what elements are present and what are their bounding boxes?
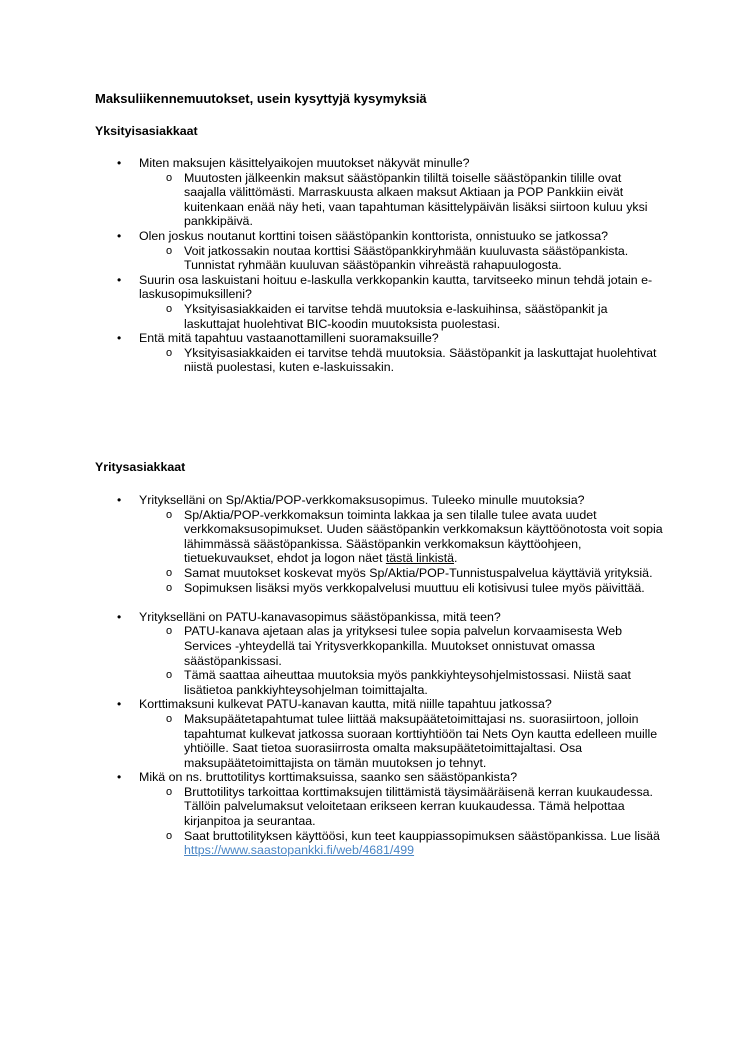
faq-answer: o Sp/Aktia/POP-verkkomaksun toiminta lakkaa ja sen tilalle tulee avata uudet verkkomaksusopimukset. Uuden säästöpankin verkkomaksun käyttöönotosta voit sopia lähimmässä säästöpankissa. Säästöpankin verkkomaksun käyttöohjeen, tietuekuvaukset, ehdot ja logon näet tästä linkistä.: [139, 508, 665, 566]
faq-question: • Suurin osa laskuistani hoituu e-laskulla verkkopankin kautta, tarvitseeko minun tehdä jotain e-laskusopimuksilleni? o Yksityisasiakkaiden ei tarvitse tehdä muutoksia e-laskuihinsa, säästöpankit ja laskuttajat huolehtivat BIC-koodin muutoksista puolestasi.: [95, 273, 665, 331]
faq-answer: o Saat bruttotilityksen käyttöösi, kun teet kauppiassopimuksen säästöpankissa. Lue lisää https://www.saastopankki.fi/web/4681/499: [139, 829, 665, 858]
faq-answer: o Voit jatkossakin noutaa korttisi Säästöpankkiryhmään kuuluvasta säästöpankista. Tunnistat ryhmään kuuluvan säästöpankin vihreästä rahapuulogosta.: [139, 244, 665, 273]
faq-answer: o Bruttotilitys tarkoittaa korttimaksujen tilittämistä täysimääräisenä kerran kuukaudessa. Tällöin palvelumaksut veloitetaan erikseen kerran kuukaudessa. Tämä helpottaa kirjanpitoa ja seurantaa.: [139, 785, 665, 829]
faq-question: • Yritykselläni on PATU-kanavasopimus säästöpankissa, mitä teen? o PATU-kanava ajetaan alas ja yrityksesi tulee sopia palvelun korvaamisesta Web Services -yhteydellä tai Yritysverkkopankilla. Muutokset onnistuvat omassa säästöpankissasi. o Tämä saattaa aiheuttaa muutoksia myös pankkiyhteysohjelmistossasi. Niistä saat lisätietoa pankkiyhteysohjelman toimittajalta.: [95, 610, 665, 698]
link-saastopankki-url[interactable]: https://www.saastopankki.fi/web/4681/499: [184, 843, 415, 858]
faq-question: • Korttimaksuni kulkevat PATU-kanavan kautta, mitä niille tapahtuu jatkossa? o Maksupäätetapahtumat tulee liittää maksupäätetoimittajasi ns. suorasiirtoon, jolloin tapahtumat kulkevat jatkossa suoraan korttiyhtiöön tai Nets Oyn kautta edelleen muille yhtiöille. Saat tietoa suorasiirrosta omalta maksupäätetoimittajaltasi. Osa maksupäätetoimittajista on tämän muutoksen jo tehnyt.: [95, 697, 665, 770]
faq-question: • Entä mitä tapahtuu vastaanottamilleni suoramaksuille? o Yksityisasiakkaiden ei tarvitse tehdä muutoksia. Säästöpankit ja laskuttajat huolehtivat niistä puolestasi, kuten e-laskuissakin.: [95, 331, 665, 375]
faq-answer: o PATU-kanava ajetaan alas ja yrityksesi tulee sopia palvelun korvaamisesta Web Services -yhteydellä tai Yritysverkkopankilla. Muutokset onnistuvat omassa säästöpankissasi.: [139, 624, 665, 668]
faq-question: • Mikä on ns. bruttotilitys korttimaksuissa, saanko sen säästöpankista? o Bruttotilitys tarkoittaa korttimaksujen tilittämistä täysimääräisenä kerran kuukaudessa. Tällöin palvelumaksut veloitetaan erikseen kerran kuukaudessa. Tämä helpottaa kirjanpitoa ja seurantaa. o Saat bruttotilityksen käyttöösi, kun teet kauppiassopimuksen säästöpankissa. Lue lisää https://www.saastopankki.fi/web/4681/499: [95, 770, 665, 858]
faq-question: • Miten maksujen käsittelyaikojen muutokset näkyvät minulle? o Muutosten jälkeenkin maksut säästöpankin tililtä toiselle säästöpankin tilille ovat saajalla välittömästi. Marraskuusta alkaen maksut Aktiaan ja POP Pankkiin eivät kuitenkaan enää näy heti, vaan tapahtuman käsittelypäivän lisäksi siirtoon kuluu yksi pankkipäivä.: [95, 156, 665, 229]
faq-question: • Yritykselläni on Sp/Aktia/POP-verkkomaksusopimus. Tuleeko minulle muutoksia? o Sp/Aktia/POP-verkkomaksun toiminta lakkaa ja sen tilalle tulee avata uudet verkkomaksusopimukset. Uuden säästöpankin verkkomaksun käyttöönotosta voit sopia lähimmässä säästöpankissa. Säästöpankin verkkomaksun käyttöohjeen, tietuekuvaukset, ehdot ja logon näet tästä linkistä. o Samat muutokset koskevat myös Sp/Aktia/POP-Tunnistuspalvelua käyttäviä yrityksiä. o Sopimuksen lisäksi myös verkkopalvelusi muuttuu eli kotisivusi tulee myös päivittää.: [95, 493, 665, 595]
faq-question: • Olen joskus noutanut korttini toisen säästöpankin konttorista, onnistuuko se jatkossa? o Voit jatkossakin noutaa korttisi Säästöpankkiryhmään kuuluvasta säästöpankista. Tunnistat ryhmään kuuluvan säästöpankin vihreästä rahapuulogosta.: [95, 229, 665, 273]
section-heading-business: Yritysasiakkaat: [95, 460, 186, 474]
faq-answer: o Sopimuksen lisäksi myös verkkopalvelusi muuttuu eli kotisivusi tulee myös päivittää.: [139, 581, 665, 596]
private-faq-list: [95, 156, 665, 375]
link-this-link[interactable]: tästä linkistä: [385, 551, 455, 566]
business-faq-list: [95, 493, 665, 858]
faq-answer: o Maksupäätetapahtumat tulee liittää maksupäätetoimittajasi ns. suorasiirtoon, jolloin tapahtumat kulkevat jatkossa suoraan korttiyhtiöön tai Nets Oyn kautta edelleen muille yhtiöille. Saat tietoa suorasiirrosta omalta maksupäätetoimittajaltasi. Osa maksupäätetoimittajista on tämän muutoksen jo tehnyt.: [139, 712, 665, 770]
page-title: Maksuliikennemuutokset, usein kysyttyjä kysymyksiä: [95, 91, 427, 106]
faq-answer: o Yksityisasiakkaiden ei tarvitse tehdä muutoksia e-laskuihinsa, säästöpankit ja laskuttajat huolehtivat BIC-koodin muutoksista puolestasi.: [139, 302, 665, 331]
faq-answer: o Samat muutokset koskevat myös Sp/Aktia/POP-Tunnistuspalvelua käyttäviä yrityksiä.: [139, 566, 665, 581]
faq-answer: o Yksityisasiakkaiden ei tarvitse tehdä muutoksia. Säästöpankit ja laskuttajat huolehtivat niistä puolestasi, kuten e-laskuissakin.: [139, 346, 665, 375]
faq-answer: o Muutosten jälkeenkin maksut säästöpankin tililtä toiselle säästöpankin tilille ovat saajalla välittömästi. Marraskuusta alkaen maksut Aktiaan ja POP Pankkiin eivät kuitenkaan enää näy heti, vaan tapahtuman käsittelypäivän lisäksi siirtoon kuluu yksi pankkipäivä.: [139, 171, 665, 229]
section-heading-private: Yksityisasiakkaat: [95, 124, 198, 138]
faq-answer: o Tämä saattaa aiheuttaa muutoksia myös pankkiyhteysohjelmistossasi. Niistä saat lisätietoa pankkiyhteysohjelman toimittajalta.: [139, 668, 665, 697]
